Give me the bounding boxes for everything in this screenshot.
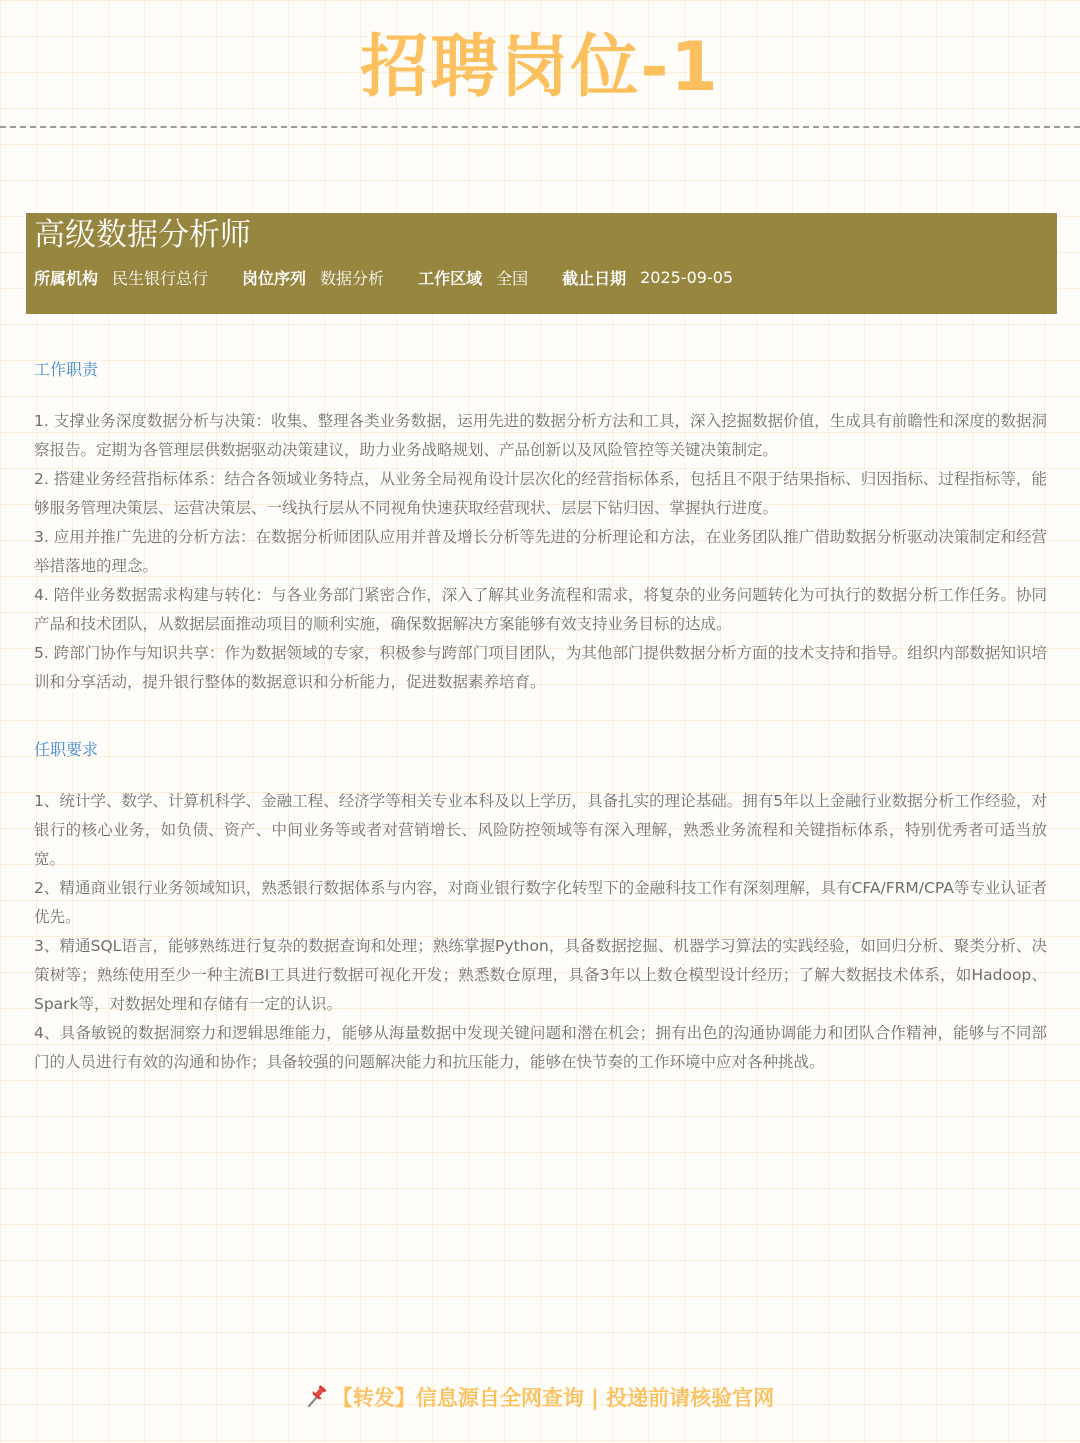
duties-list (34, 407, 1047, 697)
meta-value: 民生银行总行 (112, 268, 209, 288)
meta-value: 数据分析 (320, 268, 385, 288)
meta-deadline (562, 266, 733, 289)
requirement-item: 1、统计学、数学、计算机科学、金融工程、经济学等相关专业本科及以上学历，具备扎实的理论基础。拥有5年以上金融行业数据分析工作经验，对银行的核心业务，如负债、资产、中间业务等或者对营销增长、风险防控领域等有深入理解，熟悉业务流程和关键指标体系，特别优秀者可适当放宽。 (34, 792, 1047, 868)
requirements-heading: 任职要求 (34, 740, 99, 759)
meta-sequence (242, 266, 384, 289)
title-divider (0, 126, 1080, 128)
meta-value: 2025-09-05 (640, 267, 734, 287)
meta-organization (34, 266, 208, 289)
job-header (26, 213, 1057, 314)
pushpin-icon (306, 1384, 328, 1408)
duty-item: 2. 搭建业务经营指标体系：结合各领域业务特点，从业务全局视角设计层次化的经营指标体系，包括且不限于结果指标、归因指标、过程指标等，能够服务管理决策层、运营决策层、一线执行层从不同视角快速获取经营现状、层层下钻归因、掌握执行进度。 (34, 470, 1047, 517)
job-meta-row (34, 263, 767, 291)
meta-label: 截止日期 (562, 268, 627, 288)
job-title: 高级数据分析师 (34, 217, 251, 253)
meta-region (418, 266, 528, 289)
requirement-item: 2、精通商业银行业务领域知识，熟悉银行数据体系与内容，对商业银行数字化转型下的金融科技工作有深刻理解，具有CFA/FRM/CPA等专业认证者优先。 (34, 879, 1047, 926)
duty-item: 1. 支撑业务深度数据分析与决策：收集、整理各类业务数据，运用先进的数据分析方法和工具，深入挖掘数据价值，生成具有前瞻性和深度的数据洞察报告。定期为各管理层供数据驱动决策建议，助力业务战略规划、产品创新以及风险管控等关键决策制定。 (34, 412, 1047, 459)
meta-label: 工作区域 (418, 268, 483, 288)
duties-heading: 工作职责 (34, 360, 99, 379)
duty-item: 4. 陪伴业务数据需求构建与转化：与各业务部门紧密合作，深入了解其业务流程和需求，将复杂的业务问题转化为可执行的数据分析工作任务。协同产品和技术团队，从数据层面推动项目的顺利实施，确保数据解决方案能够有效支持业务目标的达成。 (34, 586, 1047, 633)
requirement-item: 4、具备敏锐的数据洞察力和逻辑思维能力，能够从海量数据中发现关键问题和潜在机会；拥有出色的沟通协调能力和团队合作精神，能够与不同部门的人员进行有效的沟通和协作；具备较强的问题解决能力和抗压能力，能够在快节奏的工作环境中应对各种挑战。 (34, 1024, 1047, 1071)
footer-text: 【转发】信息源自全网查询 | 投递前请核验官网 (331, 1386, 775, 1410)
page-title: 招聘岗位-1 (360, 28, 720, 107)
footer (0, 1381, 1080, 1415)
requirement-item: 3、精通SQL语言，能够熟练进行复杂的数据查询和处理；熟练掌握Python，具备数据挖掘、机器学习算法的实践经验，如回归分析、聚类分析、决策树等；熟练使用至少一种主流BI工具进行数据可视化开发；熟悉数仓原理，具备3年以上数仓模型设计经历；了解大数据技术体系，如Hadoop、Spark等，对数据处理和存储有一定的认识。 (34, 937, 1047, 1013)
meta-value: 全国 (496, 268, 529, 288)
meta-label: 所属机构 (34, 268, 99, 288)
duty-item: 5. 跨部门协作与知识共享：作为数据领域的专家，积极参与跨部门项目团队，为其他部门提供数据分析方面的技术支持和指导。组织内部数据知识培训和分享活动，提升银行整体的数据意识和分析能力，促进数据素养培育。 (34, 644, 1047, 691)
requirements-list (34, 787, 1047, 1077)
duty-item: 3. 应用并推广先进的分析方法：在数据分析师团队应用并普及增长分析等先进的分析理论和方法，在业务团队推广借助数据分析驱动决策制定和经营举措落地的理念。 (34, 528, 1047, 575)
meta-label: 岗位序列 (242, 268, 307, 288)
